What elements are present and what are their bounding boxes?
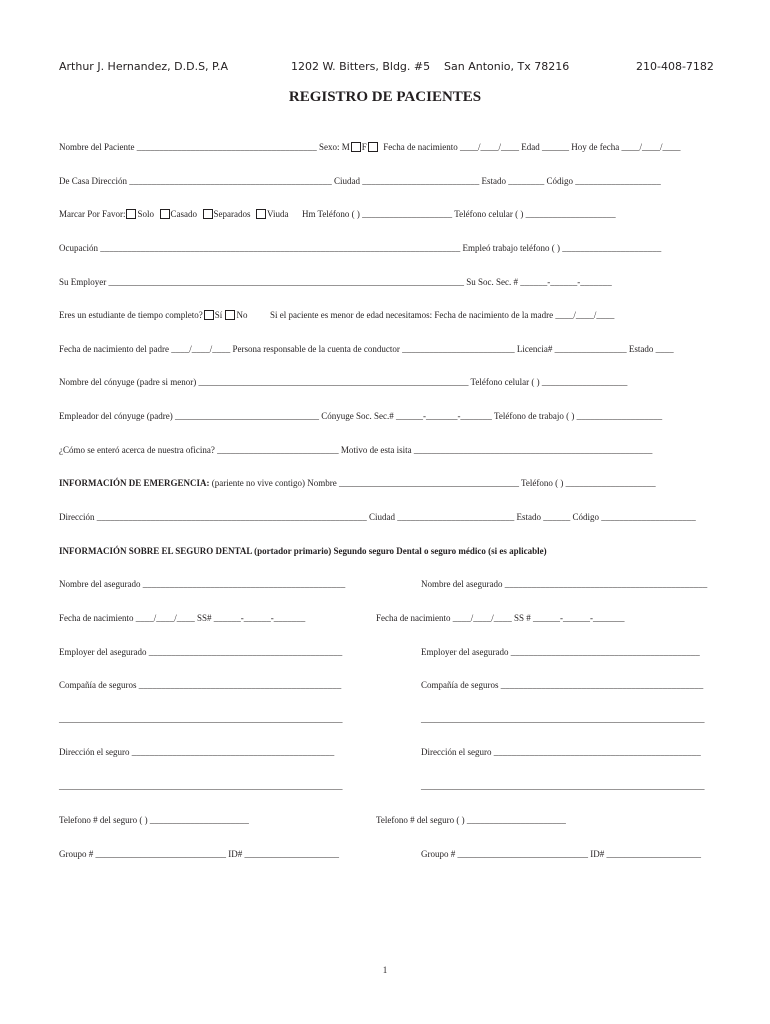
row-spouse: Nombre del cónyuge (padre si menor) ____________________________________________________________ Teléfono celular ( ) ___________________ (59, 377, 628, 387)
student-label: Eres un estudiante de tiempo completo? (59, 310, 203, 320)
patient-name-label: Nombre del Paciente ________________________________________ Sexo: M (59, 142, 350, 152)
si-label: Sí (214, 310, 223, 320)
separados-label: Separados (213, 209, 251, 219)
solo-label: Solo (137, 209, 154, 219)
emergency-heading: INFORMACIÓN DE EMERGENCIA: (59, 478, 210, 488)
right-insurance-phone: Telefono # del seguro ( ) ______________________ (376, 815, 566, 825)
insurance-heading: INFORMACIÓN SOBRE EL SEGURO DENTAL (portador primario) Segundo seguro Dental o seguro médico (si es aplicable) (59, 546, 547, 556)
left-blank-line-2: _______________________________________________________________ (59, 781, 343, 791)
viuda-label: Viuda (267, 209, 289, 219)
left-insurance-phone: Telefono # del seguro ( ) ______________________ (59, 815, 249, 825)
practice-phone: 210-408-7182 (636, 60, 714, 73)
row-marital-status (59, 208, 616, 220)
practice-name: Arthur J. Hernandez, D.D.S, P.A (59, 60, 228, 73)
left-insured-name: Nombre del asegurado _____________________________________________ (59, 579, 346, 589)
row-referral: ¿Cómo se enteró acerca de nuestra oficina? ___________________________ Motivo de esta isita _____________________________________________________ (59, 445, 653, 455)
minor-label: Si el paciente es menor de edad necesitamos: Fecha de nacimiento de la madre ____/____/____ (269, 310, 615, 320)
row-emergency-address: Dirección ____________________________________________________________ Ciudad __________________________ Estado ______ Código _____________________ (59, 512, 696, 522)
sex-f-label: F (361, 142, 367, 152)
left-blank-line-1: _______________________________________________________________ (59, 714, 343, 724)
left-insured-birthdate: Fecha de nacimiento ____/____/____ SS# ______-______-_______ (59, 613, 306, 623)
practice-address: 1202 W. Bitters, Bldg. #5 (291, 60, 431, 73)
birthdate-label: Fecha de nacimiento ____/____/____ Edad ______ Hoy de fecha ____/____/____ (383, 142, 681, 152)
right-insured-birthdate: Fecha de nacimiento ____/____/____ SS # ______-______-_______ (376, 613, 625, 623)
right-blank-line-1: _______________________________________________________________ (421, 714, 705, 724)
page-number: 1 (382, 965, 388, 975)
row-patient-name (59, 141, 680, 153)
left-insurance-company: Compañía de seguros _____________________________________________ (59, 680, 342, 690)
row-occupation: Ocupación ________________________________________________________________________________ Empleó trabajo teléfono ( ) ______________________ (59, 243, 662, 253)
right-insured-employer: Employer del asegurado __________________________________________ (421, 647, 700, 657)
no-label: No (236, 310, 248, 320)
row-employer: Su Employer _______________________________________________________________________________ Su Soc. Sec. # ______-______-_______ (59, 277, 612, 287)
right-insurance-address: Dirección el seguro ______________________________________________ (421, 747, 701, 757)
row-student (59, 309, 614, 321)
sex-f-checkbox[interactable] (368, 142, 378, 152)
form-title: REGISTRO DE PACIENTES (288, 89, 482, 105)
marital-label: Marcar Por Favor: (59, 209, 126, 219)
solo-checkbox[interactable] (126, 209, 136, 219)
left-insurance-address: Dirección el seguro _____________________________________________ (59, 747, 335, 757)
row-spouse-employer: Empleador del cónyuge (padre) ________________________________ Cónyuge Soc. Sec.# ______-_______-_______ Teléfono de trabajo ( ) ___________________ (59, 411, 663, 421)
row-home-address: De Casa Dirección _____________________________________________ Ciudad __________________________ Estado ________ Código ___________________ (59, 176, 661, 186)
sex-m-checkbox[interactable] (351, 142, 361, 152)
row-father: Fecha de nacimiento del padre ____/____/____ Persona responsable de la cuenta de conductor _________________________ Licencia# ________________ Estado ____ (59, 344, 674, 354)
right-insured-name: Nombre del asegurado _____________________________________________ (421, 579, 708, 589)
casado-label: Casado (170, 209, 197, 219)
left-group-id: Groupo # _____________________________ ID# _____________________ (59, 849, 339, 859)
right-insurance-company: Compañía de seguros _____________________________________________ (421, 680, 704, 690)
row-emergency (59, 477, 656, 489)
separados-checkbox[interactable] (203, 209, 213, 219)
right-group-id: Groupo # _____________________________ ID# _____________________ (421, 849, 701, 859)
right-blank-line-2: _______________________________________________________________ (421, 781, 705, 791)
practice-city: San Antonio, Tx 78216 (444, 60, 570, 73)
left-insured-employer: Employer del asegurado ___________________________________________ (59, 647, 343, 657)
no-checkbox[interactable] (225, 310, 235, 320)
casado-checkbox[interactable] (160, 209, 170, 219)
viuda-checkbox[interactable] (256, 209, 266, 219)
si-checkbox[interactable] (204, 310, 214, 320)
phone-label: Hm Teléfono ( ) ____________________ Teléfono celular ( ) ____________________ (301, 209, 616, 219)
emergency-label: (pariente no vive contigo) Nombre ________________________________________ Teléfono ( ) ____________________ (209, 478, 656, 488)
